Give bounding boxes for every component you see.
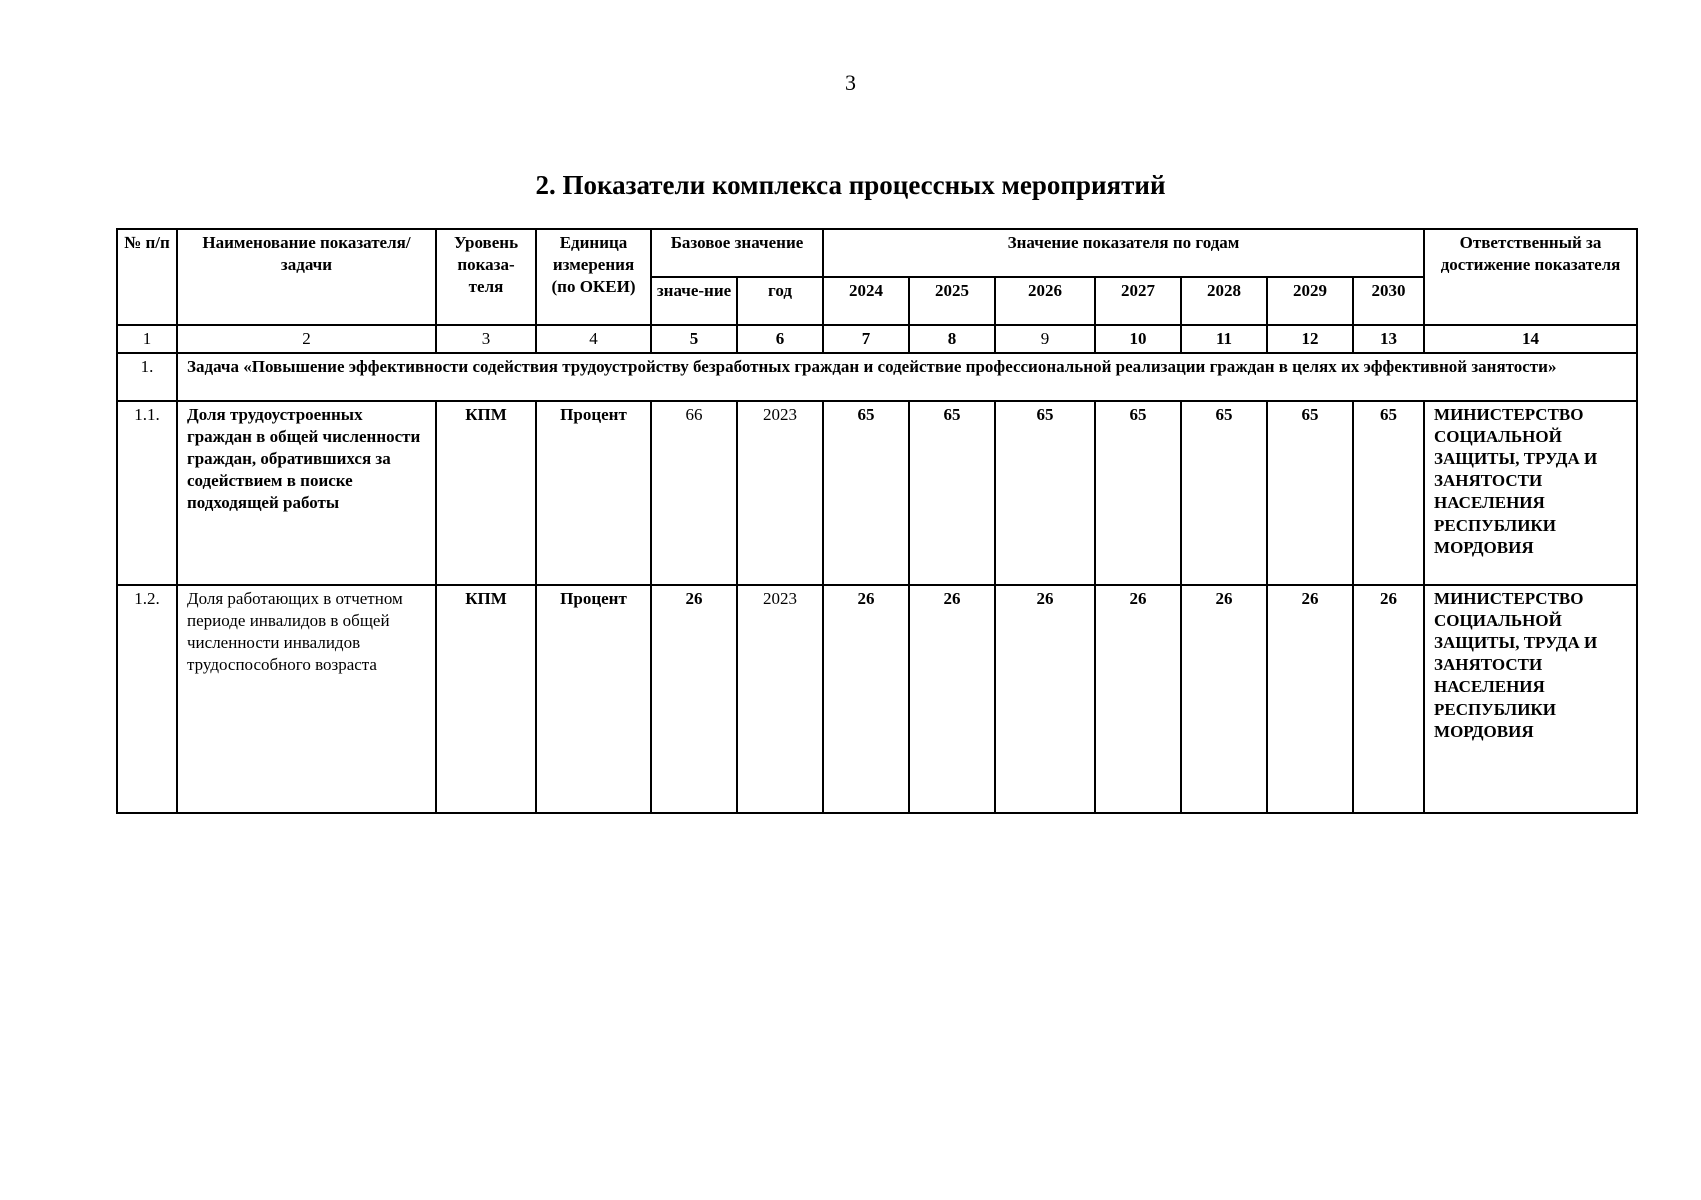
- row-value-2026: 26: [995, 585, 1095, 813]
- header-year: 2026: [995, 277, 1095, 325]
- row-value-2029: 65: [1267, 401, 1353, 585]
- column-number: 9: [995, 325, 1095, 353]
- header-name: Наименование показателя/задачи: [177, 229, 436, 325]
- row-value-2028: 65: [1181, 401, 1267, 585]
- row-unit: Процент: [536, 585, 651, 813]
- column-number: 4: [536, 325, 651, 353]
- row-value-2029: 26: [1267, 585, 1353, 813]
- header-year: 2024: [823, 277, 909, 325]
- header-base-year: год: [737, 277, 823, 325]
- column-number: 11: [1181, 325, 1267, 353]
- task-num: 1.: [117, 353, 177, 401]
- row-base-year: 2023: [737, 401, 823, 585]
- column-numbers-row: [117, 325, 1637, 353]
- column-number: 1: [117, 325, 177, 353]
- row-level: КПМ: [436, 585, 536, 813]
- row-level: КПМ: [436, 401, 536, 585]
- header-unit: Единица измерения (по ОКЕИ): [536, 229, 651, 325]
- header-base-value: значе-ние: [651, 277, 737, 325]
- table-row: [117, 585, 1637, 813]
- row-name: Доля трудоустроенных граждан в общей численности граждан, обратившихся за содействием в поиске подходящей работы: [177, 401, 436, 585]
- header-years-group: Значение показателя по годам: [823, 229, 1424, 277]
- row-base-value: 66: [651, 401, 737, 585]
- row-value-2025: 26: [909, 585, 995, 813]
- task-text: Задача «Повышение эффективности содействия трудоустройству безработных граждан и содействие профессиональной реализации граждан в целях их эффективной занятости»: [177, 353, 1637, 401]
- header-level: Уровень показа-теля: [436, 229, 536, 325]
- row-base-value: 26: [651, 585, 737, 813]
- header-year: 2025: [909, 277, 995, 325]
- task-row: [117, 353, 1637, 401]
- row-unit: Процент: [536, 401, 651, 585]
- row-value-2026: 65: [995, 401, 1095, 585]
- row-responsible: МИНИСТЕРСТВО СОЦИАЛЬНОЙ ЗАЩИТЫ, ТРУДА И ЗАНЯТОСТИ НАСЕЛЕНИЯ РЕСПУБЛИКИ МОРДОВИЯ: [1424, 401, 1637, 585]
- row-value-2024: 26: [823, 585, 909, 813]
- header-base: Базовое значение: [651, 229, 823, 277]
- row-name: Доля работающих в отчетном периоде инвалидов в общей численности инвалидов трудоспособного возраста: [177, 585, 436, 813]
- header-year: 2027: [1095, 277, 1181, 325]
- row-value-2027: 65: [1095, 401, 1181, 585]
- row-num: 1.1.: [117, 401, 177, 585]
- header-year: 2030: [1353, 277, 1424, 325]
- row-value-2030: 65: [1353, 401, 1424, 585]
- indicators-table: [116, 228, 1638, 814]
- page-number: 3: [845, 70, 856, 95]
- table-row: [117, 401, 1637, 585]
- column-number: 10: [1095, 325, 1181, 353]
- column-number: 12: [1267, 325, 1353, 353]
- column-number: 2: [177, 325, 436, 353]
- page-title: 2. Показатели комплекса процессных мероприятий: [535, 170, 1166, 200]
- column-number: 3: [436, 325, 536, 353]
- row-value-2024: 65: [823, 401, 909, 585]
- row-responsible: МИНИСТЕРСТВО СОЦИАЛЬНОЙ ЗАЩИТЫ, ТРУДА И ЗАНЯТОСТИ НАСЕЛЕНИЯ РЕСПУБЛИКИ МОРДОВИЯ: [1424, 585, 1637, 813]
- header-year: 2029: [1267, 277, 1353, 325]
- column-number: 8: [909, 325, 995, 353]
- column-number: 6: [737, 325, 823, 353]
- header-year: 2028: [1181, 277, 1267, 325]
- row-value-2028: 26: [1181, 585, 1267, 813]
- row-value-2027: 26: [1095, 585, 1181, 813]
- row-value-2030: 26: [1353, 585, 1424, 813]
- column-number: 7: [823, 325, 909, 353]
- row-value-2025: 65: [909, 401, 995, 585]
- column-number: 14: [1424, 325, 1637, 353]
- header-row: [117, 229, 1637, 277]
- column-number: 13: [1353, 325, 1424, 353]
- row-num: 1.2.: [117, 585, 177, 813]
- row-base-year: 2023: [737, 585, 823, 813]
- header-num: № п/п: [117, 229, 177, 325]
- header-responsible: Ответственный за достижение показателя: [1424, 229, 1637, 325]
- column-number: 5: [651, 325, 737, 353]
